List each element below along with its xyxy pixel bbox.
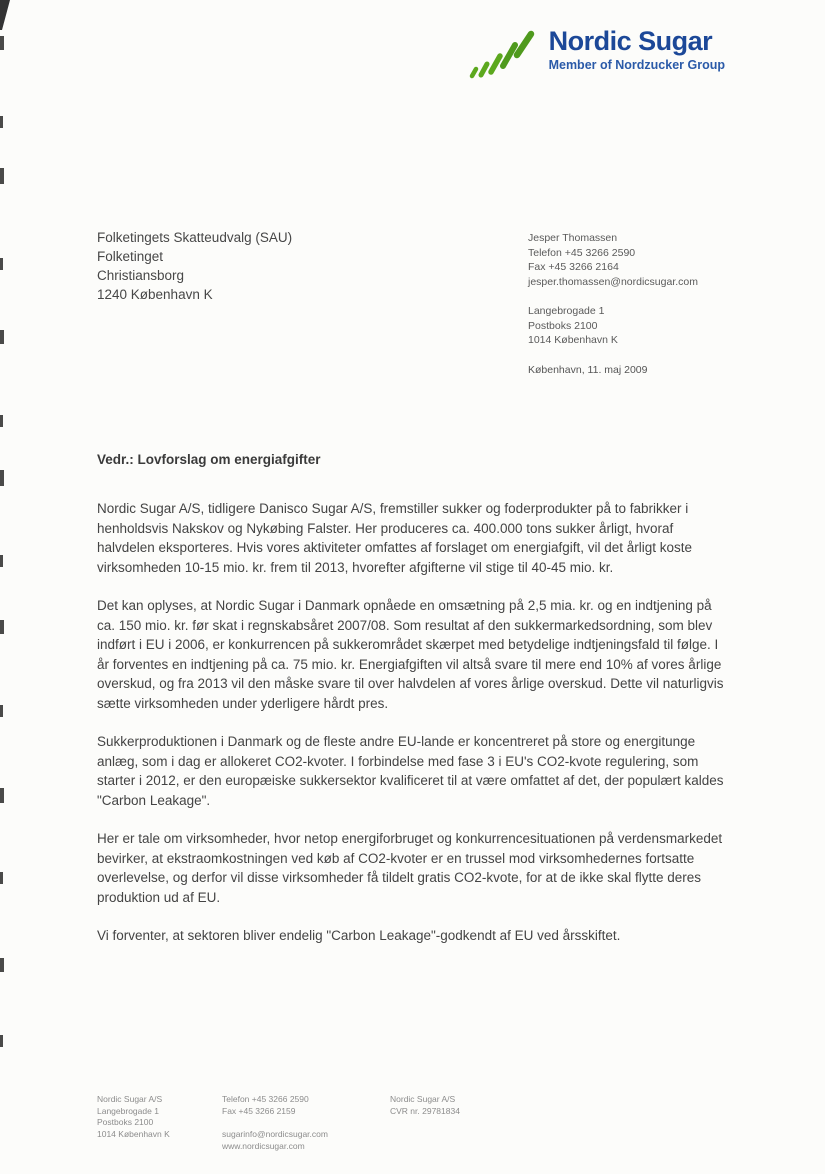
scan-artifact [0, 116, 3, 128]
dateline: København, 11. maj 2009 [528, 363, 648, 376]
recipient-line: Christiansborg [97, 268, 185, 283]
scan-artifact [0, 958, 4, 972]
scan-artifact [0, 330, 4, 344]
sender-email: jesper.thomassen@nordicsugar.com [528, 275, 698, 288]
paragraph: Her er tale om virksomheder, hvor netop energiforbruget og konkurrencesituationen på verdensmarkedet bevirker, at ekstraomkostningen ved køb af CO2-kvoter er en trussel mod virksomhedernes fortsatte overlevelse, og derfor vil disse virksomheder få tildelt gratis CO2-kvote, for at de ikke skal flytte deres produktion ud af EU. [97, 831, 723, 905]
sender-fax: Fax +45 3266 2164 [528, 261, 619, 273]
recipient-line: 1240 København K [97, 287, 213, 302]
footer-line: www.nordicsugar.com [222, 1140, 305, 1151]
scan-artifact [0, 788, 4, 803]
sender-block [528, 231, 698, 377]
letterhead [463, 26, 725, 87]
recipient-address [97, 228, 292, 304]
scan-artifact [0, 258, 3, 270]
recipient-line: Folketinget [97, 249, 164, 264]
footer-line: sugarinfo@nordicsugar.com [222, 1129, 328, 1139]
sender-address-line: Postboks 2100 [528, 319, 598, 332]
footer-line: CVR nr. 29781834 [390, 1105, 460, 1116]
footer-line: Fax +45 3266 2159 [222, 1105, 296, 1116]
brand-tagline: Member of Nordzucker Group [548, 58, 725, 72]
footer-line: Postboks 2100 [97, 1117, 154, 1127]
nordic-sugar-logo [549, 26, 725, 72]
scan-artifact [0, 872, 3, 884]
scan-artifact [0, 470, 4, 486]
scan-artifact [0, 36, 4, 50]
paragraph: Vi forventer, at sektoren bliver endelig "Carbon Leakage"-godkendt af EU ved årsskiftet. [97, 928, 621, 943]
brand-name: Nordic Sugar [548, 26, 713, 56]
scan-artifact [0, 555, 3, 567]
recipient-line: Folketingets Skatteudvalg (SAU) [97, 230, 293, 245]
sender-address-line: Langebrogade 1 [528, 305, 605, 317]
scan-artifact [0, 168, 4, 184]
footer-line: 1014 København K [97, 1128, 170, 1139]
paragraph: Nordic Sugar A/S, tidligere Danisco Sugar A/S, fremstiller sukker og foderprodukter på to fabrikker i henholdsvis Nakskov og Nykøbing Falster. Her produceres ca. 400.000 tons sukker årligt, hvoraf halvdelen eksporteres. Hvis vores aktiviteter omfattes af forslaget om energiafgift, vil det årligt koste virksomheden 10-15 mio. kr. frem til 2013, hvorefter afgifterne vil stige til 40-45 mio. kr. [97, 501, 693, 575]
footer-line: Nordic Sugar A/S [390, 1094, 456, 1104]
scan-artifact [0, 415, 3, 427]
sender-contact [528, 231, 698, 289]
letter-footer [97, 1094, 737, 1152]
footer-company-address [97, 1094, 222, 1152]
scan-artifact [0, 0, 10, 30]
scan-artifact [0, 1035, 3, 1047]
scan-artifact [0, 620, 4, 634]
footer-line: Langebrogade 1 [97, 1105, 159, 1116]
scan-artifact [0, 705, 3, 717]
subject-line: Vedr.: Lovforslag om energiafgifter [97, 452, 321, 467]
sender-phone: Telefon +45 3266 2590 [528, 246, 636, 259]
paragraph: Det kan oplyses, at Nordic Sugar i Danmark opnåede en omsætning på 2,5 mia. kr. og en indtjening på ca. 150 mio. kr. før skat i regnskabsåret 2007/08. Som resultat af den sukkermarkedsordning, som blev indført i EU i 2006, er konkurrencen på sukkerområdet skærpet med betydelige indtjeningsfald til følge. I år forventes en indtjening på ca. 75 mio. kr. Energiafgiften vil altså svare til mere end 10% af vores årlige overskud, og fra 2013 vil den måske svare til over halvdelen af vores årlige overskud. Dette vil naturligvis sætte virksomheden under yderligere hårdt pres. [97, 598, 724, 711]
footer-contact [222, 1094, 390, 1152]
sender-address-line: 1014 København K [528, 334, 618, 346]
letter-body [97, 499, 731, 965]
sender-name: Jesper Thomassen [528, 232, 618, 244]
footer-registration [390, 1094, 460, 1152]
footer-line: Telefon +45 3266 2590 [222, 1094, 309, 1104]
sender-address [528, 304, 698, 348]
paragraph: Sukkerproduktionen i Danmark og de fleste andre EU-lande er koncentreret på store og energitunge anlæg, som i dag er allokeret CO2-kvoter. I forbindelse med fase 3 i EU's CO2-kvote regulering, som starter i 2012, er den europæiske sukkersektor kvalificeret til at være omfattet af det, der populært kaldes "Carbon Leakage". [97, 734, 724, 808]
nordic-sugar-logo-icon [463, 28, 537, 87]
footer-line: Nordic Sugar A/S [97, 1094, 163, 1104]
